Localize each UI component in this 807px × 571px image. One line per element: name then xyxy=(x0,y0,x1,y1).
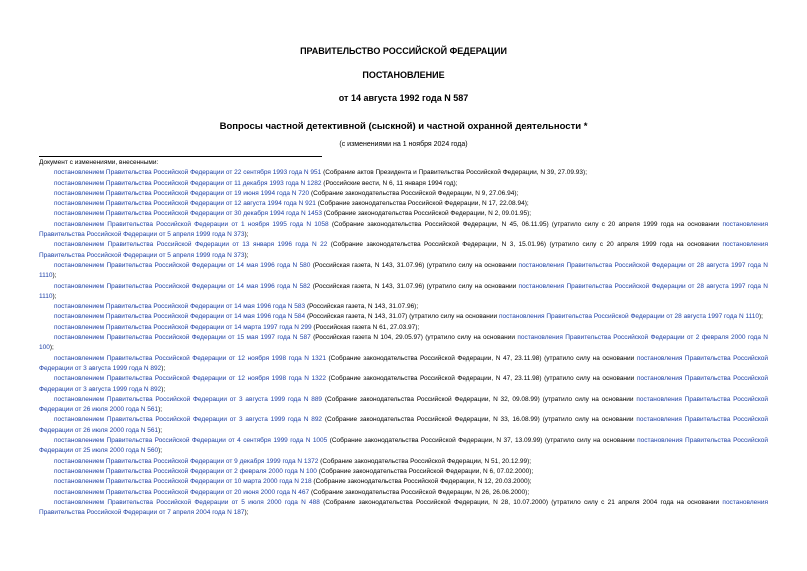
amendment-text: (Собрание законодательства Российской Федерации, N 37, 13.09.99) (утратило силу на основании xyxy=(327,437,638,445)
amendment-text: (Собрание законодательства Российской Федерации, N 51, 20.12.99); xyxy=(318,457,532,465)
document-title: Вопросы частной детективной (сыскной) и частной охранной деятельности * xyxy=(219,121,588,132)
document-type: ПОСТАНОВЛЕНИЕ xyxy=(362,70,445,80)
amendment-text: (Собрание законодательства Российской Федерации, N 26, 26.06.2000); xyxy=(309,488,530,496)
amendment-tail: ); xyxy=(158,426,163,434)
amendment-text: (Российская газета N 61, 27.03.97); xyxy=(311,323,420,331)
change-entry xyxy=(39,498,768,519)
amendment-text: (Собрание законодательства Российской Федерации, N 17, 22.08.94); xyxy=(315,200,529,208)
amendment-text: (Собрание законодательства Российской Федерации, N 9, 27.06.94); xyxy=(309,189,519,197)
amendment-tail: ); xyxy=(244,509,249,517)
amendment-tail: ); xyxy=(158,447,163,455)
repeal-link[interactable]: постановления Правительства Российской Федерации от 5 апреля 1999 года N 373 xyxy=(39,220,768,239)
amendment-link[interactable]: постановлением Правительства Российской Федерации от 12 августа 1994 года N 921 xyxy=(54,200,316,208)
notes-divider xyxy=(39,156,322,157)
repeal-link[interactable]: постановления Правительства Российской Федерации от 26 июля 2000 года N 561 xyxy=(39,395,768,414)
amendment-text: (Собрание законодательства Российской Федерации, N 47, 23.11.98) (утратило силу на основании xyxy=(325,354,637,362)
repeal-link[interactable]: постановления Правительства Российской Федерации от 25 июля 2000 года N 560 xyxy=(39,437,768,455)
amendment-link[interactable]: постановлением Правительства Российской Федерации от 14 мая 1996 года N 583 xyxy=(54,303,306,311)
amendment-link[interactable]: постановлением Правительства Российской Федерации от 14 мая 1996 года N 582 xyxy=(54,282,311,290)
repeal-link[interactable]: постановления Правительства Российской Федерации от 28 августа 1997 года N 1110 xyxy=(39,282,768,300)
amendment-tail: ); xyxy=(161,364,166,372)
change-entry xyxy=(39,374,768,395)
amendment-text: (Собрание законодательства Российской Федерации, N 32, 09.08.99) (утратило силу на основании xyxy=(322,395,637,403)
repeal-link[interactable]: постановления Правительства Российской Федерации от 3 августа 1999 года N 892 xyxy=(39,375,768,393)
amendment-tail: ); xyxy=(158,406,163,414)
amendment-text: (Российская газета, N 143, 31.07) (утратило силу на основании xyxy=(305,313,499,321)
change-entry xyxy=(39,395,768,416)
change-entry xyxy=(39,488,768,498)
government-name: ПРАВИТЕЛЬСТВО РОССИЙСКОЙ ФЕДЕРАЦИИ xyxy=(300,46,507,56)
change-entry xyxy=(39,354,768,375)
change-entry xyxy=(39,323,768,333)
change-entry xyxy=(39,199,768,209)
amendment-link[interactable]: постановлением Правительства Российской Федерации от 22 сентября 1993 года N 951 xyxy=(54,169,322,177)
amendment-text: (Российская газета N 104, 29.05.97) (утратило силу на основании xyxy=(310,334,518,342)
amendment-text: (Собрание законодательства Российской Федерации, N 47, 23.11.98) (утратило силу на основании xyxy=(325,375,637,383)
change-entry xyxy=(39,220,768,241)
changes-list xyxy=(39,158,768,518)
amendment-text: (Собрание законодательства Российской Федерации, N 12, 20.03.2000); xyxy=(311,478,532,486)
change-entry xyxy=(39,261,768,282)
amendment-tail: ); xyxy=(244,231,249,239)
change-entry xyxy=(39,415,768,436)
amendment-tail: ); xyxy=(758,313,763,321)
change-entry xyxy=(39,333,768,354)
change-entry xyxy=(39,240,768,261)
revision-date: (с изменениями на 1 ноября 2024 года) xyxy=(339,141,468,148)
repeal-link[interactable]: постановления Правительства Российской Федерации от 3 августа 1999 года N 892 xyxy=(39,354,768,372)
amendment-link[interactable]: постановлением Правительства Российской Федерации от 15 мая 1997 года N 587 xyxy=(54,334,311,342)
change-entry xyxy=(39,457,768,467)
amendment-tail: ); xyxy=(49,344,54,352)
repeal-link[interactable]: постановления Правительства Российской Федерации от 26 июля 2000 года N 561 xyxy=(39,416,768,434)
change-entry xyxy=(39,179,768,189)
amendment-tail: ); xyxy=(52,272,57,280)
amendment-link[interactable]: постановлением Правительства Российской Федерации от 12 ноября 1998 года N 1321 xyxy=(54,354,326,362)
amendment-link[interactable]: постановлением Правительства Российской Федерации от 20 июня 2000 года N 467 xyxy=(54,488,310,496)
change-entry xyxy=(39,209,768,219)
amendment-text: (Собрание законодательства Российской Федерации, N 45, 06.11.95) (утратило силу с 20 апреля 1999 года на основании xyxy=(328,220,723,228)
repeal-link[interactable]: постановления Правительства Российской Федерации от 28 августа 1997 года N 1110 xyxy=(39,261,768,280)
amendment-link[interactable]: постановлением Правительства Российской Федерации от 2 февраля 2000 года N 100 xyxy=(54,467,317,475)
change-entry xyxy=(39,168,768,178)
amendment-text: (Собрание законодательства Российской Федерации, N 33, 16.08.99) (утратило силу на основании xyxy=(322,416,637,424)
change-entry xyxy=(39,189,768,199)
change-entry xyxy=(39,302,768,312)
amendment-link[interactable]: постановлением Правительства Российской Федерации от 1 ноября 1995 года N 1058 xyxy=(54,220,329,228)
repeal-link[interactable]: постановления Правительства Российской Федерации от 28 августа 1997 года N 1110 xyxy=(498,313,759,321)
amendment-tail: ); xyxy=(161,385,166,393)
repeal-link[interactable]: постановления Правительства Российской Федерации от 7 апреля 2004 года N 187 xyxy=(39,498,768,517)
amendment-link[interactable]: постановлением Правительства Российской Федерации от 30 декабря 1994 года N 1453 xyxy=(54,210,322,218)
amendment-text: (Собрание законодательства Российской Федерации, N 3, 15.01.96) (утратило силу с 20 апреля 1999 года на основании xyxy=(327,241,723,249)
amendment-link[interactable]: постановлением Правительства Российской Федерации от 3 августа 1999 года N 892 xyxy=(54,416,323,424)
amendment-link[interactable]: постановлением Правительства Российской Федерации от 9 декабря 1999 года N 1372 xyxy=(54,457,319,465)
changes-lead: Документ с изменениями, внесенными: xyxy=(39,159,159,166)
amendment-link[interactable]: постановлением Правительства Российской Федерации от 5 июля 2000 года N 488 xyxy=(54,498,320,506)
amendment-tail: ); xyxy=(244,251,249,259)
change-entry xyxy=(39,477,768,487)
repeal-link[interactable]: постановления Правительства Российской Федерации от 2 февраля 2000 года N 100 xyxy=(39,334,769,352)
change-entry xyxy=(39,467,768,477)
amendment-link[interactable]: постановлением Правительства Российской Федерации от 3 августа 1999 года N 889 xyxy=(54,395,323,403)
amendment-link[interactable]: постановлением Правительства Российской Федерации от 10 марта 2000 года N 218 xyxy=(54,478,312,486)
amendment-text: (Российская газета, N 143, 31.07.96); xyxy=(305,303,419,311)
amendment-tail: ); xyxy=(52,292,57,300)
amendment-text: (Российская газета, N 143, 31.07.96) (утратило силу на основании xyxy=(310,261,519,269)
change-entry xyxy=(39,436,768,457)
amendment-text: (Собрание законодательства Российской Федерации, N 2, 09.01.95); xyxy=(321,210,532,218)
amendment-link[interactable]: постановлением Правительства Российской Федерации от 12 ноября 1998 года N 1322 xyxy=(54,375,326,383)
amendment-link[interactable]: постановлением Правительства Российской Федерации от 14 мая 1996 года N 580 xyxy=(54,261,311,269)
amendment-link[interactable]: постановлением Правительства Российской Федерации от 14 мая 1996 года N 584 xyxy=(54,313,306,321)
change-entry xyxy=(39,282,768,303)
change-entry xyxy=(39,312,768,322)
document-date-number: от 14 августа 1992 года N 587 xyxy=(338,93,469,103)
amendment-link[interactable]: постановлением Правительства Российской Федерации от 13 января 1996 года N 22 xyxy=(54,241,328,249)
amendment-text: (Собрание законодательства Российской Федерации, N 28, 10.07.2000) (утратило силу с 21 апреля 2004 года на основании xyxy=(319,498,723,506)
repeal-link[interactable]: постановления Правительства Российской Федерации от 5 апреля 1999 года N 373 xyxy=(39,241,768,259)
amendment-text: (Собрание актов Президента и Правительства Российской Федерации, N 39, 27.09.93); xyxy=(321,169,587,177)
amendment-link[interactable]: постановлением Правительства Российской Федерации от 11 декабря 1993 года N 1282 xyxy=(54,179,322,187)
amendment-text: (Собрание законодательства Российской Федерации, N 6, 07.02.2000); xyxy=(316,467,534,475)
amendment-link[interactable]: постановлением Правительства Российской Федерации от 4 сентября 1999 года N 1005 xyxy=(54,437,328,445)
amendment-link[interactable]: постановлением Правительства Российской Федерации от 19 июня 1994 года N 720 xyxy=(54,189,310,197)
amendment-text: (Российская газета, N 143, 31.07.96) (утратило силу на основании xyxy=(310,282,519,290)
amendment-link[interactable]: постановлением Правительства Российской Федерации от 14 марта 1997 года N 299 xyxy=(54,323,312,331)
amendment-text: (Российские вести, N 6, 11 января 1994 год); xyxy=(321,179,458,187)
